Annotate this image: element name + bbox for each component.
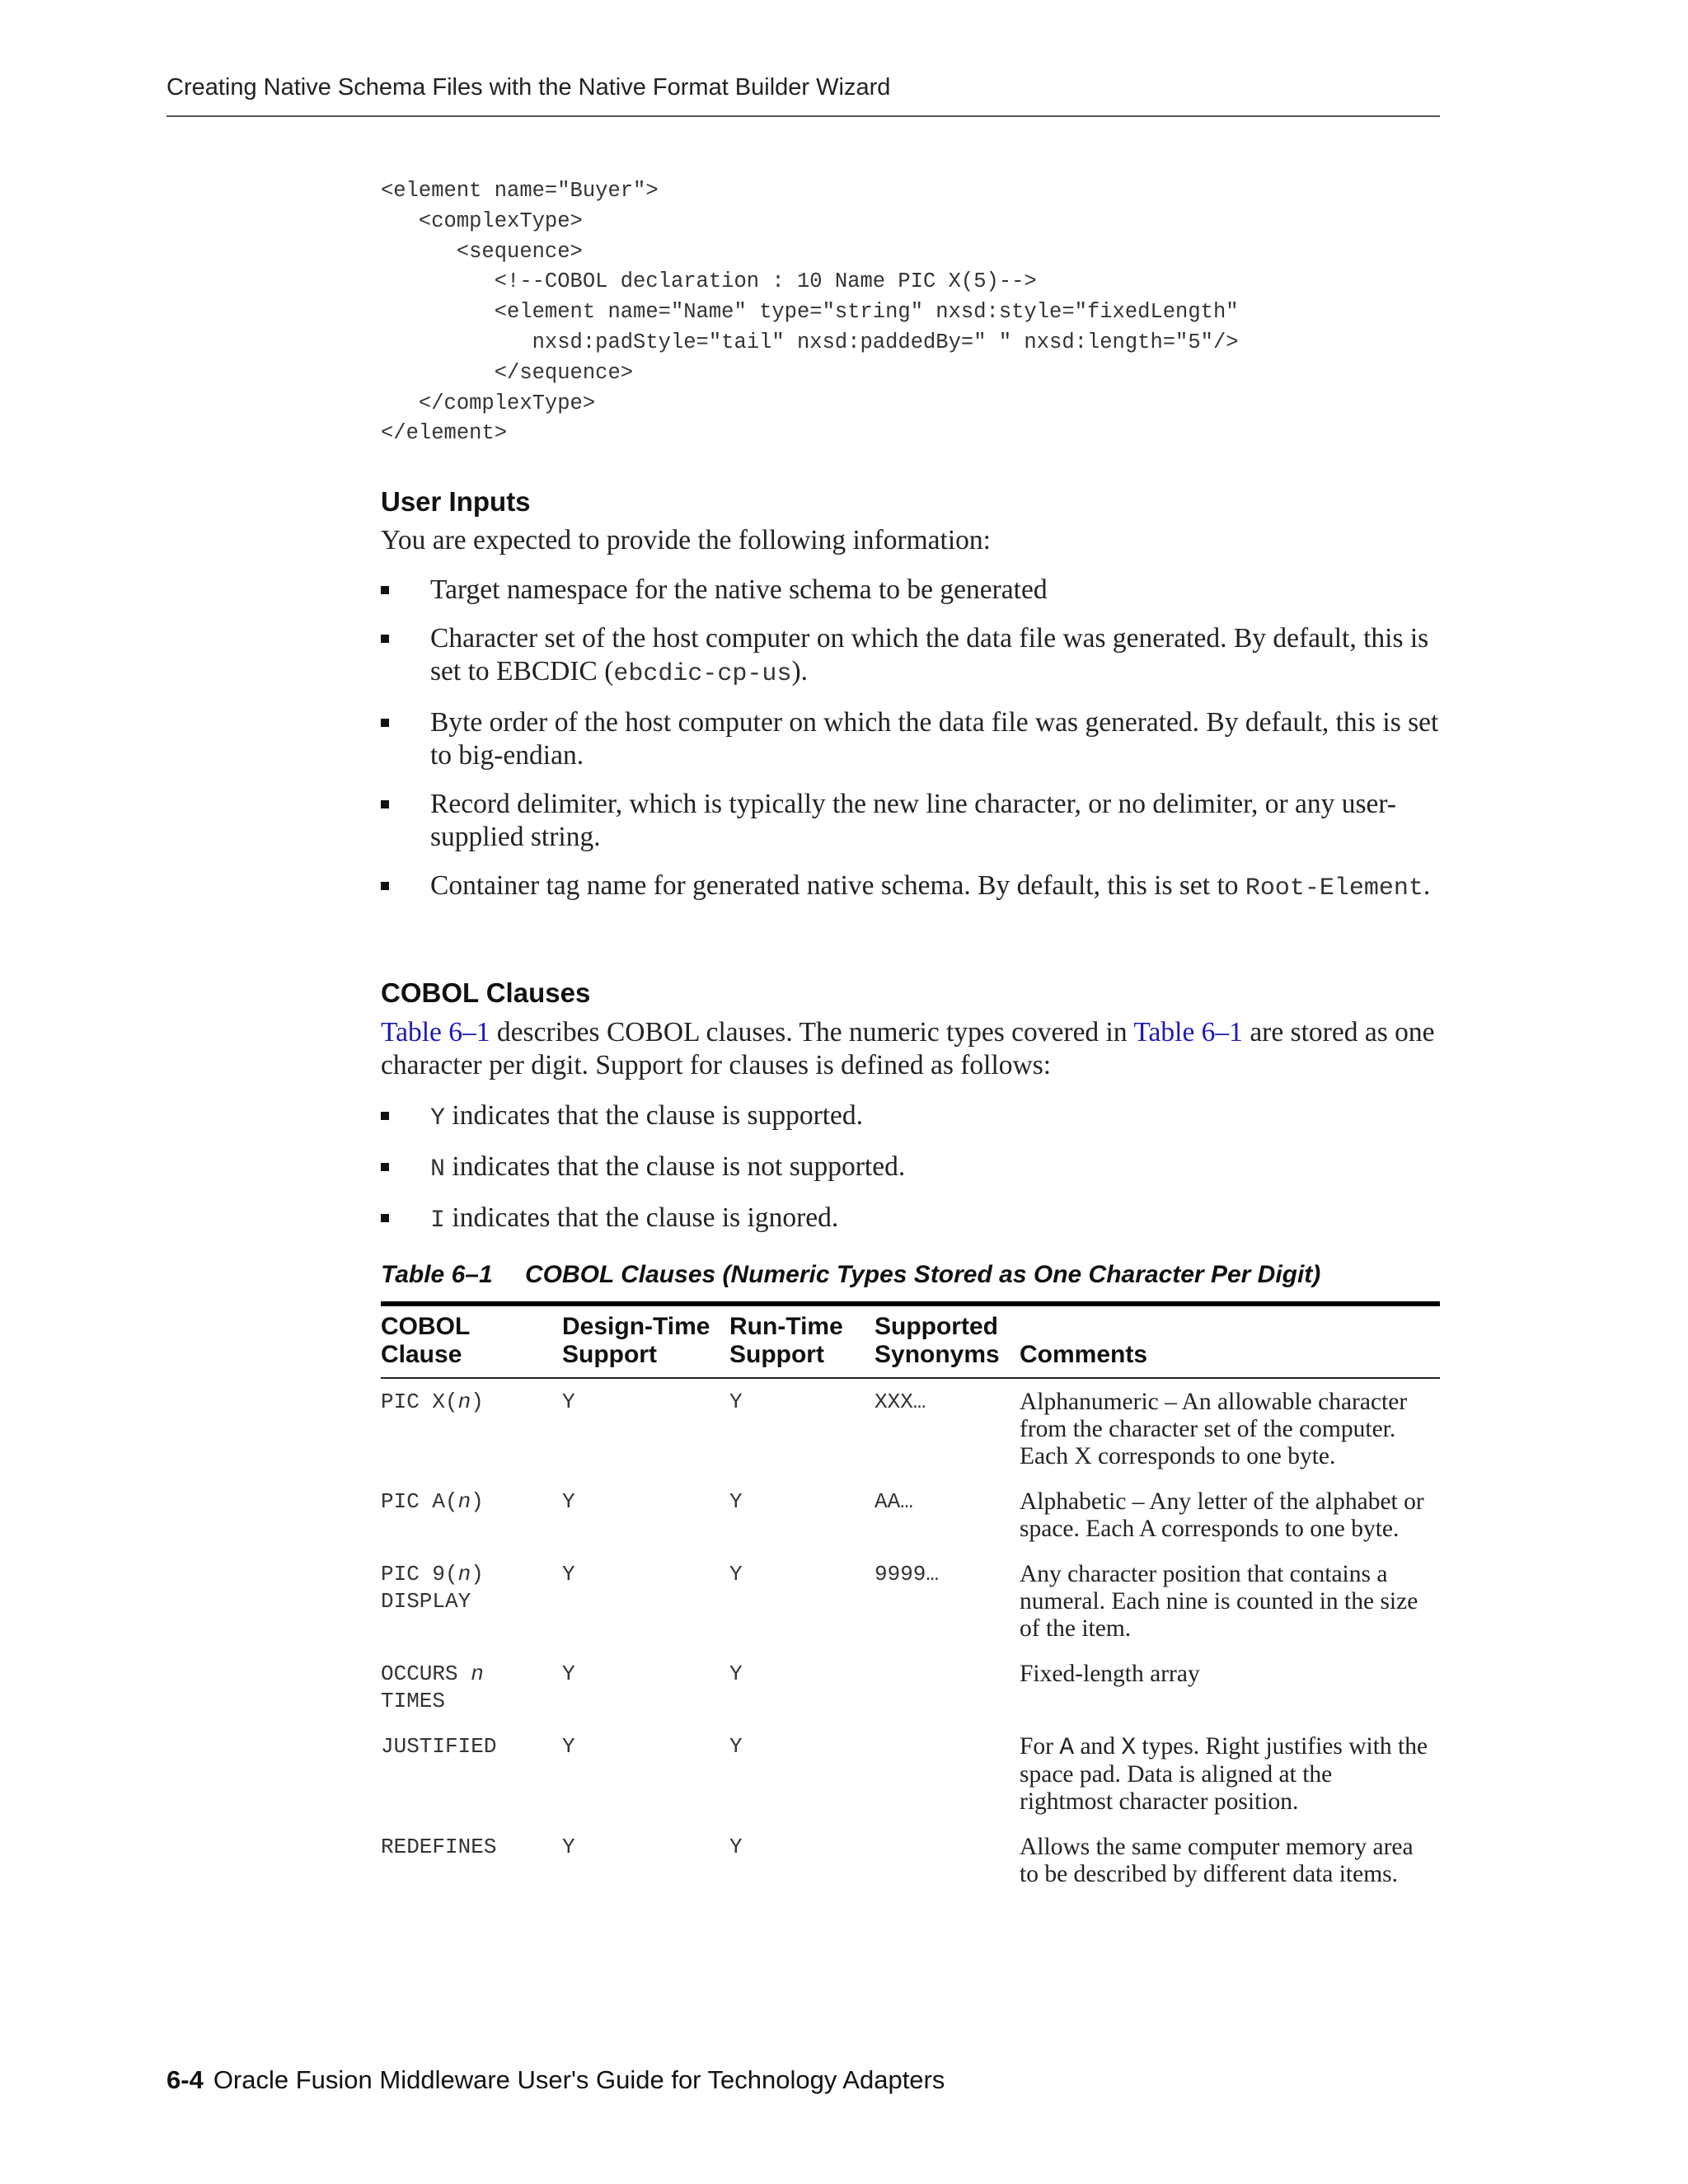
support-code: Y	[430, 1104, 446, 1132]
square-bullet-icon	[381, 1163, 389, 1171]
run-time-support-cell: Y	[729, 1734, 743, 1759]
comment-text: Alphanumeric – An allowable character from the character set of the computer. Each X corresponds to one byte.	[1020, 1389, 1408, 1469]
column-header-line1: Design-Time	[562, 1313, 710, 1340]
table-row	[381, 1733, 1440, 1834]
list-item-suffix: ).	[791, 656, 808, 687]
list-item	[381, 788, 1440, 854]
cobol-clause-cell	[381, 1733, 562, 1834]
list-item	[381, 1151, 1440, 1186]
comments-cell	[1020, 1378, 1440, 1488]
table-row	[381, 1661, 1440, 1733]
table-caption-title: COBOL Clauses (Numeric Types Stored as One Character Per Digit)	[525, 1261, 1321, 1288]
supported-synonyms-cell: AA…	[874, 1489, 913, 1514]
comments-cell	[1020, 1733, 1440, 1834]
table-6-1-link[interactable]: Table 6–1	[381, 1017, 490, 1047]
comment-text: Any character position that contains a numeral. Each nine is counted in the size of the item.	[1020, 1561, 1418, 1642]
code-line: </sequence>	[381, 360, 634, 385]
clause-text: OCCURS	[381, 1661, 471, 1686]
book-title: Oracle Fusion Middleware User's Guide for Technology Adapters	[213, 2065, 945, 2094]
clause-text: PIC X(	[381, 1390, 458, 1414]
comment-code: A	[1059, 1733, 1075, 1761]
page-footer	[166, 2065, 945, 2095]
column-header-line1: COBOL	[381, 1313, 471, 1340]
code-line: <element name="Buyer">	[381, 179, 659, 203]
table-row	[381, 1488, 1440, 1561]
clause-variable: n	[457, 1562, 471, 1586]
square-bullet-icon	[381, 586, 389, 594]
table-row	[381, 1561, 1440, 1661]
table-row	[381, 1834, 1440, 1906]
support-description: indicates that the clause is ignored.	[445, 1202, 839, 1233]
square-bullet-icon	[381, 882, 389, 890]
cobol-clause-cell	[381, 1661, 562, 1733]
list-item-suffix: .	[1423, 870, 1431, 901]
clause-text: REDEFINES	[381, 1835, 497, 1859]
list-item	[381, 622, 1440, 691]
list-item	[381, 706, 1440, 772]
list-item-text: Byte order of the host computer on which the data file was generated. By default, this is set to big-endian.	[430, 707, 1439, 771]
code-line: <element name="Name" type="string" nxsd:style="fixedLength"	[381, 300, 1239, 325]
table-header-row	[381, 1304, 1440, 1378]
code-sample	[381, 176, 1239, 449]
support-legend-list	[381, 1099, 1440, 1253]
cobol-clause-cell	[381, 1378, 562, 1488]
supported-synonyms-cell	[874, 1661, 1020, 1733]
square-bullet-icon	[381, 800, 389, 808]
column-header-line2: Support	[729, 1341, 824, 1368]
comment-text-end: types. Right justifies with the space pad. Data is aligned at the rightmost character position.	[1020, 1733, 1428, 1815]
table-body	[381, 1378, 1440, 1906]
supported-synonyms-cell	[874, 1733, 1020, 1834]
code-line: </complexType>	[381, 391, 596, 415]
list-item-text: Record delimiter, which is typically the new line character, or no delimiter, or any user-supplied string.	[430, 789, 1397, 852]
code-line: <!--COBOL declaration : 10 Name PIC X(5)-->	[381, 269, 1037, 294]
clause-text: PIC A(	[381, 1489, 458, 1514]
code-line: </element>	[381, 421, 508, 446]
support-code: N	[430, 1155, 446, 1183]
comment-code: X	[1121, 1733, 1137, 1761]
intro-text-part2: are stored as one character per digit. Support for clauses is defined as follows:	[381, 1017, 1435, 1080]
clause-text-line2: DISPLAY	[381, 1589, 471, 1614]
clause-text: PIC 9(	[381, 1562, 458, 1586]
table-caption-number: Table 6–1	[381, 1261, 493, 1288]
cobol-clauses-table	[381, 1301, 1440, 1906]
column-header-line2: Clause	[381, 1341, 462, 1368]
supported-synonyms-cell: 9999…	[874, 1562, 940, 1586]
code-line: nxsd:padStyle="tail" nxsd:paddedBy=" " nxsd:length="5"/>	[381, 330, 1239, 354]
design-time-support-cell: Y	[562, 1661, 575, 1686]
comments-cell	[1020, 1561, 1440, 1661]
comments-cell	[1020, 1661, 1440, 1733]
section-heading-user-inputs: User Inputs	[381, 486, 531, 517]
design-time-support-cell: Y	[562, 1562, 575, 1586]
clause-text-line2: TIMES	[381, 1689, 446, 1713]
table-caption	[381, 1261, 1320, 1289]
design-time-support-cell: Y	[562, 1835, 575, 1859]
comments-cell	[1020, 1834, 1440, 1906]
square-bullet-icon	[381, 1214, 389, 1222]
comment-text-mid: and	[1074, 1733, 1122, 1760]
supported-synonyms-cell	[874, 1834, 1020, 1906]
column-header-line2: Support	[562, 1341, 657, 1368]
user-inputs-list	[381, 574, 1440, 921]
inline-code: Root-Element	[1245, 874, 1423, 902]
column-header	[1020, 1304, 1440, 1378]
column-header-line2: Synonyms	[874, 1341, 1000, 1368]
column-header	[562, 1304, 729, 1378]
table-row	[381, 1378, 1440, 1488]
column-header-line1: Run-Time	[729, 1313, 843, 1340]
cobol-clause-cell	[381, 1834, 562, 1906]
design-time-support-cell: Y	[562, 1734, 575, 1759]
clause-text-end: )	[471, 1390, 484, 1414]
run-time-support-cell: Y	[729, 1390, 743, 1414]
list-item	[381, 869, 1440, 905]
comment-text: Alphabetic – Any letter of the alphabet or space. Each A corresponds to one byte.	[1020, 1488, 1424, 1542]
cobol-clauses-intro	[381, 1016, 1440, 1082]
clause-text-end: )	[471, 1562, 484, 1586]
column-header	[729, 1304, 874, 1378]
comment-text: Fixed-length array	[1020, 1661, 1200, 1687]
column-header	[381, 1304, 562, 1378]
list-item-text: Character set of the host computer on which the data file was generated. By default, this is set to EBCDIC (	[430, 623, 1429, 687]
run-time-support-cell: Y	[729, 1661, 743, 1686]
comments-cell	[1020, 1488, 1440, 1561]
list-item	[381, 1099, 1440, 1135]
inline-code: ebcdic-cp-us	[613, 660, 792, 688]
user-inputs-intro: You are expected to provide the following information:	[381, 525, 991, 555]
support-code: I	[430, 1207, 446, 1235]
run-time-support-cell: Y	[729, 1835, 743, 1859]
support-description: indicates that the clause is not supported.	[445, 1151, 906, 1182]
comment-text: For	[1020, 1733, 1060, 1760]
support-description: indicates that the clause is supported.	[445, 1100, 864, 1131]
clause-variable: n	[471, 1661, 484, 1686]
square-bullet-icon	[381, 635, 389, 643]
section-heading-cobol-clauses: COBOL Clauses	[381, 977, 591, 1008]
square-bullet-icon	[381, 1112, 389, 1120]
list-item	[381, 574, 1440, 607]
comment-text: Allows the same computer memory area to be described by different data items.	[1020, 1834, 1414, 1887]
run-time-support-cell: Y	[729, 1562, 743, 1586]
square-bullet-icon	[381, 719, 389, 727]
page-number: 6-4	[166, 2065, 204, 2094]
run-time-support-cell: Y	[729, 1489, 743, 1514]
table-6-1-link[interactable]: Table 6–1	[1133, 1017, 1243, 1047]
list-item-text: Container tag name for generated native schema. By default, this is set to	[430, 870, 1245, 901]
list-item	[381, 1202, 1440, 1237]
clause-variable: n	[457, 1390, 471, 1414]
design-time-support-cell: Y	[562, 1390, 575, 1414]
clause-text: JUSTIFIED	[381, 1734, 497, 1759]
code-line: <complexType>	[381, 209, 583, 233]
list-item-text: Target namespace for the native schema to be generated	[430, 574, 1048, 605]
intro-text-part1: describes COBOL clauses. The numeric types covered in	[490, 1017, 1134, 1047]
column-header	[874, 1304, 1020, 1378]
supported-synonyms-cell: XXX…	[874, 1390, 926, 1414]
clause-text-end: )	[471, 1489, 484, 1514]
code-line: <sequence>	[381, 239, 583, 264]
column-header-line2: Comments	[1020, 1341, 1148, 1368]
running-header: Creating Native Schema Files with the Native Format Builder Wizard	[166, 74, 891, 101]
design-time-support-cell: Y	[562, 1489, 575, 1514]
cobol-clause-cell	[381, 1488, 562, 1561]
cobol-clause-cell	[381, 1561, 562, 1661]
column-header-line1: Supported	[874, 1313, 998, 1340]
clause-variable: n	[457, 1489, 471, 1514]
header-rule	[166, 115, 1440, 117]
